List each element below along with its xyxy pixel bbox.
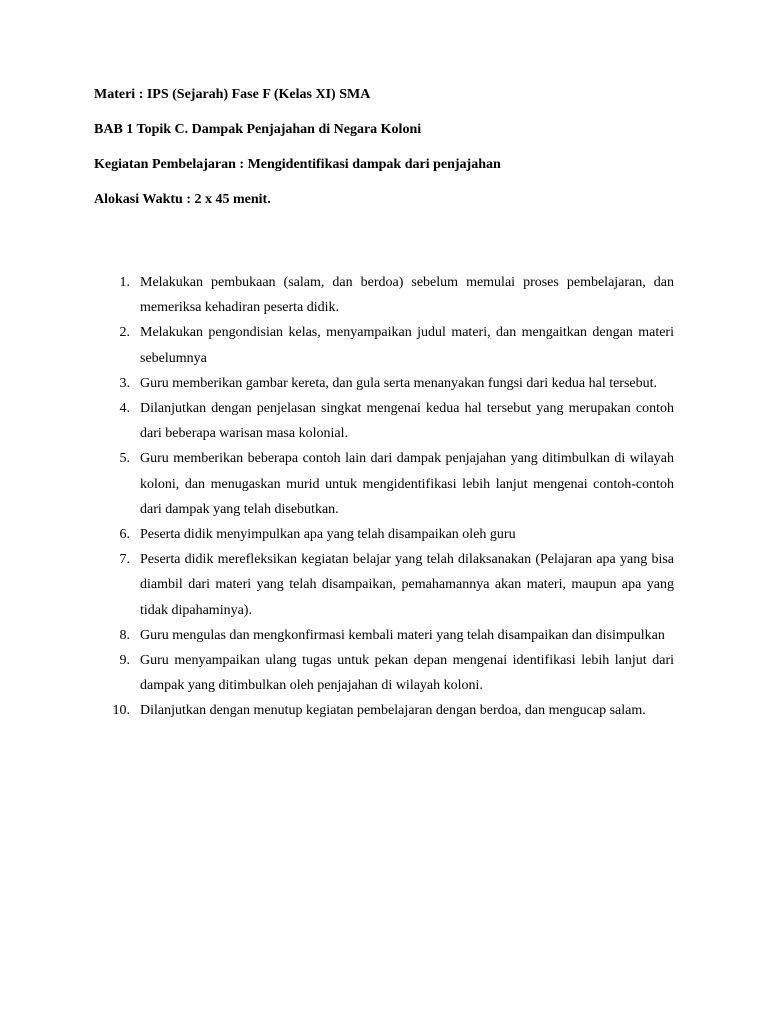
list-item-text: Guru memberikan gambar kereta, dan gula serta menanyakan fungsi dari kedua hal tersebut. <box>140 375 658 391</box>
list-item <box>94 698 674 723</box>
list-item <box>94 522 674 547</box>
list-item-text: Dilanjutkan dengan menutup kegiatan pembelajaran dengan berdoa, dan mengucap salam. <box>140 703 646 719</box>
heading-alokasi: Alokasi Waktu : 2 x 45 menit. <box>94 192 271 207</box>
list-item-number: 2. <box>119 325 130 341</box>
list-item-number: 1. <box>119 275 130 290</box>
list-item-number: 3. <box>119 375 130 391</box>
list-item <box>94 396 674 446</box>
list-item <box>94 320 674 370</box>
list-item-number: 7. <box>119 552 130 568</box>
list-item-text: Guru menyampaikan ulang tugas untuk pekan depan mengenai identifikasi lebih lanjut dari dampak yang ditimbulkan oleh penjajahan di wilayah koloni. <box>140 653 674 694</box>
list-item-number: 10. <box>112 703 130 719</box>
list-item-text: Peserta didik merefleksikan kegiatan belajar yang telah dilaksanakan (Pelajaran apa yang bisa diambil dari materi yang telah disampaikan, pemahamannya akan materi, maupun apa yang tidak dipahaminya). <box>140 552 674 618</box>
list-item-text: Dilanjutkan dengan penjelasan singkat mengenai kedua hal tersebut yang merupakan contoh dari beberapa warisan masa kolonial. <box>140 401 674 442</box>
list-item-text: Peserta didik menyimpulkan apa yang telah disampaikan oleh guru <box>140 527 516 543</box>
steps-list <box>94 270 674 724</box>
list-item <box>94 648 674 698</box>
list-item <box>94 623 674 648</box>
list-item-number: 5. <box>119 451 130 467</box>
list-item-number: 4. <box>119 401 130 417</box>
list-item-text: Melakukan pengondisian kelas, menyampaikan judul materi, dan mengaitkan dengan materi sebelumnya <box>140 325 674 366</box>
list-item-number: 9. <box>119 653 130 669</box>
list-item <box>94 547 674 623</box>
list-item <box>94 446 674 522</box>
list-item-text: Guru mengulas dan mengkonfirmasi kembali materi yang telah disampaikan dan disimpulkan <box>140 627 665 643</box>
heading-materi: Materi : IPS (Sejarah) Fase F (Kelas XI) SMA <box>94 87 371 102</box>
heading-bab: BAB 1 Topik C. Dampak Penjajahan di Negara Koloni <box>94 122 422 137</box>
list-item <box>94 270 674 320</box>
list-item-number: 8. <box>119 627 130 643</box>
list-item <box>94 371 674 396</box>
list-item-number: 6. <box>119 527 130 543</box>
list-item-text: Guru memberikan beberapa contoh lain dari dampak penjajahan yang ditimbulkan di wilayah koloni, dan menugaskan murid untuk mengidentifikasi lebih lanjut mengenai contoh-contoh dari dampak yang telah disebutkan. <box>140 451 674 517</box>
list-item-text: Melakukan pembukaan (salam, dan berdoa) sebelum memulai proses pembelajaran, dan memeriksa kehadiran peserta didik. <box>140 275 674 316</box>
heading-kegiatan: Kegiatan Pembelajaran : Mengidentifikasi dampak dari penjajahan <box>94 157 501 172</box>
